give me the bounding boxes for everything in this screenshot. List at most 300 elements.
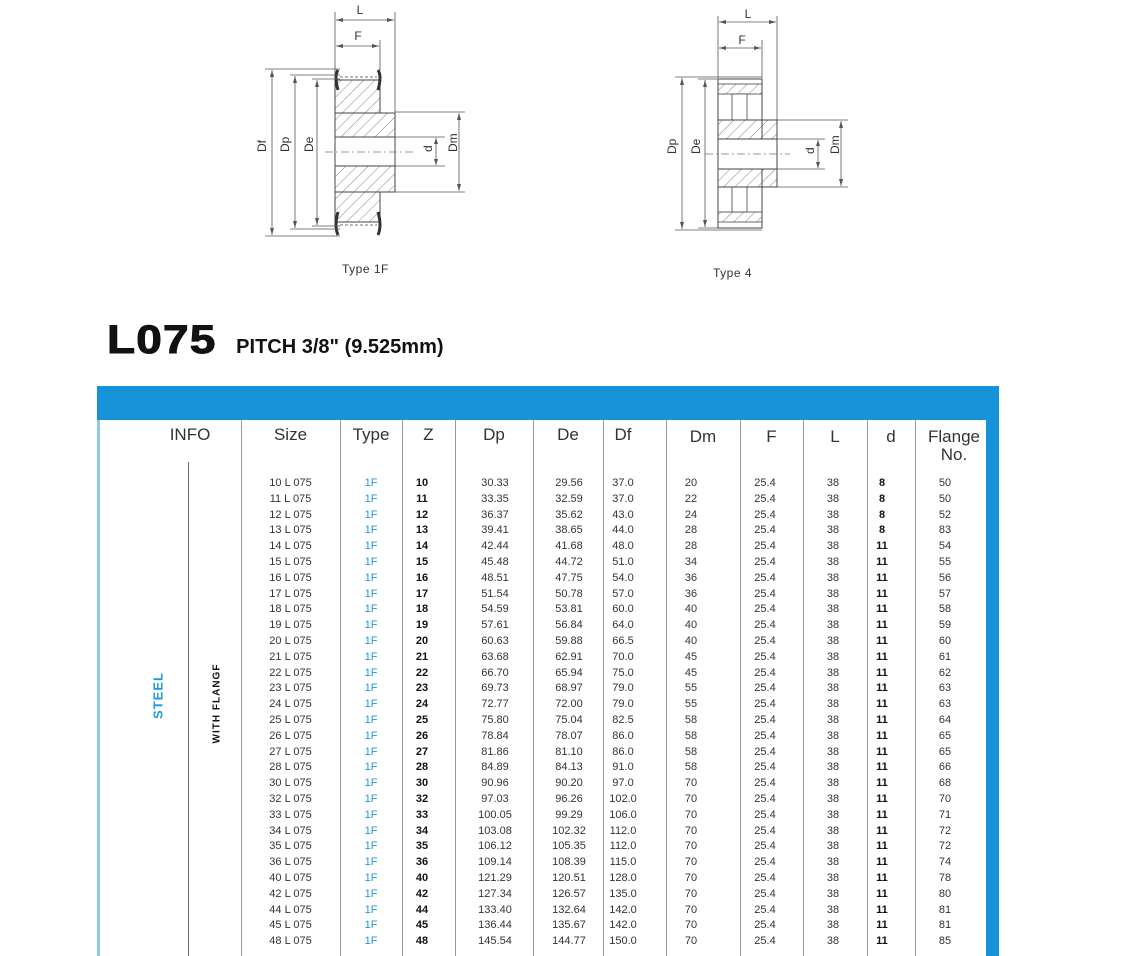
cell-d: 11: [876, 872, 888, 884]
table-row: [100, 634, 986, 650]
cell-l: 38: [826, 887, 840, 900]
cell-dp: 51.54: [481, 587, 509, 600]
cell-dp: 75.80: [481, 714, 509, 726]
svg-text:Df: Df: [255, 140, 269, 152]
cell-z: 34: [415, 824, 429, 837]
cell-d: 11: [876, 698, 888, 711]
cell-f: 25.4: [754, 808, 776, 821]
cell-flange-no: 72: [938, 840, 952, 853]
cell-dm: 70: [684, 840, 698, 853]
cell-dp: 72.77: [481, 698, 509, 711]
cell-flange-no: 74: [938, 856, 952, 869]
cell-size: 24 L 075: [269, 698, 312, 711]
cell-f: 25.4: [754, 635, 776, 647]
cell-dm: 70: [684, 824, 698, 837]
cell-l: 38: [826, 761, 840, 774]
cell-size: 28 L 075: [269, 761, 312, 774]
cell-f: 25.4: [754, 524, 776, 537]
cell-df: 115.0: [609, 856, 637, 869]
cell-f: 25.4: [754, 872, 776, 884]
cell-de: 102.32: [552, 824, 586, 837]
cell-df: 37.0: [612, 492, 634, 505]
pulley-type-1f-drawing: [240, 0, 470, 250]
table-row: [100, 855, 986, 871]
table-row: [100, 681, 986, 697]
cell-dp: 100.05: [478, 808, 512, 821]
cell-l: 38: [826, 682, 840, 695]
cell-dm: 58: [684, 761, 698, 774]
table-row: [100, 729, 986, 745]
cell-flange-no: 62: [938, 666, 952, 679]
table-row: [100, 713, 986, 729]
cell-f: 25.4: [754, 777, 776, 790]
cell-de: 38.65: [555, 524, 583, 537]
cell-type: 1F: [364, 903, 378, 916]
cell-l: 38: [826, 666, 840, 679]
svg-text:De: De: [689, 138, 703, 154]
cell-type: 1F: [364, 682, 378, 695]
svg-text:F: F: [738, 33, 746, 47]
cell-df: 112.0: [609, 824, 637, 837]
cell-l: 38: [826, 808, 840, 821]
cell-size: 32 L 075: [269, 793, 312, 805]
cell-type: 1F: [364, 856, 378, 869]
cell-dp: 48.51: [481, 571, 509, 584]
cell-z: 36: [415, 856, 429, 869]
cell-d: 11: [876, 571, 888, 584]
cell-l: 38: [826, 777, 840, 790]
cell-type: 1F: [364, 540, 378, 553]
cell-d: 11: [876, 777, 888, 790]
cell-de: 50.78: [555, 587, 583, 600]
cell-z: 45: [415, 919, 429, 932]
cell-dm: 70: [684, 777, 698, 790]
cell-flange-no: 83: [938, 524, 952, 537]
cell-d: 11: [876, 745, 888, 758]
cell-z: 28: [415, 761, 429, 774]
cell-size: 22 L 075: [269, 666, 312, 679]
cell-dp: 90.96: [481, 777, 509, 790]
cell-type: 1F: [364, 808, 378, 821]
cell-df: 44.0: [612, 524, 634, 537]
cell-d: 11: [876, 840, 888, 853]
svg-text:Dm: Dm: [828, 135, 842, 154]
table-row: [100, 523, 986, 539]
cell-df: 57.0: [612, 587, 634, 600]
cell-de: 132.64: [552, 903, 586, 916]
cell-size: 40 L 075: [269, 872, 312, 884]
cell-z: 11: [416, 492, 428, 505]
cell-type: 1F: [364, 571, 378, 584]
cell-f: 25.4: [754, 571, 776, 584]
cell-d: 11: [876, 619, 888, 632]
cell-df: 37.0: [612, 477, 634, 489]
header-size: Size: [273, 425, 308, 444]
cell-flange-no: 68: [938, 777, 952, 790]
table-row: [100, 650, 986, 666]
cell-size: 10 L 075: [269, 477, 312, 489]
svg-text:L: L: [744, 7, 752, 21]
cell-l: 38: [826, 698, 840, 711]
cell-df: 128.0: [609, 872, 637, 884]
pitch-label: PITCH 3/8" (9.525mm): [236, 336, 444, 358]
table-row: [100, 760, 986, 776]
cell-z: 44: [415, 903, 429, 916]
cell-l: 38: [826, 793, 840, 805]
cell-d: 11: [876, 887, 888, 900]
table-row: [100, 618, 986, 634]
svg-text:L: L: [356, 3, 364, 17]
cell-dm: 40: [684, 619, 698, 632]
cell-df: 142.0: [609, 903, 637, 916]
header-l: L: [830, 427, 840, 446]
cell-dm: 70: [684, 935, 698, 948]
cell-dp: 136.44: [478, 919, 512, 932]
cell-d: 11: [876, 635, 888, 647]
cell-f: 25.4: [754, 935, 776, 948]
cell-d: 11: [876, 793, 888, 805]
table-body: [100, 420, 986, 956]
variant-label: WITH FLANGF: [211, 663, 223, 744]
table-row: [100, 571, 986, 587]
pulley-type-4-drawing: [650, 0, 850, 250]
cell-size: 13 L 075: [269, 524, 312, 537]
cell-z: 17: [415, 587, 429, 600]
table-row: [100, 745, 986, 761]
cell-type: 1F: [364, 761, 378, 774]
cell-df: 150.0: [609, 935, 637, 948]
page-title: [107, 318, 444, 363]
cell-flange-no: 60: [938, 635, 952, 647]
cell-df: 43.0: [612, 508, 634, 521]
cell-size: 36 L 075: [269, 856, 312, 869]
cell-dp: 57.61: [481, 619, 509, 632]
cell-dp: 42.44: [481, 540, 509, 553]
cell-de: 41.68: [555, 540, 583, 553]
cell-df: 54.0: [612, 571, 634, 584]
cell-dm: 70: [684, 808, 698, 821]
cell-z: 24: [415, 698, 429, 711]
svg-text:Dm: Dm: [446, 133, 460, 152]
cell-l: 38: [826, 619, 840, 632]
cell-de: 62.91: [555, 650, 583, 663]
cell-l: 38: [826, 571, 840, 584]
cell-de: 90.20: [555, 777, 583, 790]
cell-f: 25.4: [754, 477, 776, 489]
cell-dm: 70: [684, 919, 698, 932]
cell-dp: 33.35: [481, 492, 509, 505]
cell-flange-no: 70: [938, 793, 952, 805]
cell-l: 38: [826, 856, 840, 869]
cell-de: 108.39: [552, 856, 586, 869]
cell-size: 12 L 075: [269, 508, 312, 521]
material-label: STEEL: [150, 672, 166, 719]
cell-size: 15 L 075: [269, 556, 312, 568]
svg-text:F: F: [354, 29, 362, 43]
cell-d: 11: [876, 556, 888, 568]
svg-text:Dp: Dp: [278, 136, 292, 152]
cell-size: 27 L 075: [269, 745, 312, 758]
cell-size: 23 L 075: [269, 682, 312, 695]
header-df: Df: [614, 425, 632, 444]
spec-table: [97, 386, 999, 956]
diagram-type-4: [650, 0, 850, 280]
cell-size: 21 L 075: [269, 650, 312, 663]
cell-dp: 69.73: [481, 682, 509, 695]
cell-l: 38: [826, 903, 840, 916]
cell-dm: 70: [684, 856, 698, 869]
cell-type: 1F: [364, 919, 378, 932]
cell-z: 23: [415, 682, 429, 695]
cell-z: 16: [415, 571, 429, 584]
cell-d: 11: [876, 682, 888, 695]
cell-flange-no: 56: [938, 571, 952, 584]
header-f: F: [766, 427, 777, 446]
cell-dm: 55: [684, 682, 698, 695]
cell-de: 99.29: [555, 808, 583, 821]
cell-d: 11: [876, 903, 888, 916]
cell-z: 15: [415, 556, 429, 568]
cell-dp: 109.14: [478, 856, 512, 869]
cell-df: 64.0: [612, 619, 634, 632]
cell-l: 38: [826, 540, 840, 553]
cell-de: 35.62: [555, 508, 583, 521]
table-row: [100, 839, 986, 855]
cell-flange-no: 50: [938, 492, 952, 505]
cell-df: 79.0: [612, 682, 634, 695]
cell-dp: 97.03: [481, 793, 509, 805]
cell-type: 1F: [364, 824, 378, 837]
header-type: Type: [352, 425, 390, 444]
cell-df: 70.0: [612, 650, 634, 663]
cell-size: 44 L 075: [269, 903, 312, 916]
cell-z: 30: [415, 777, 429, 790]
cell-size: 20 L 075: [269, 635, 312, 647]
table-row: [100, 903, 986, 919]
cell-d: 11: [876, 935, 888, 948]
cell-type: 1F: [364, 777, 378, 790]
cell-de: 144.77: [552, 935, 586, 948]
cell-f: 25.4: [754, 587, 776, 600]
cell-d: 11: [876, 761, 888, 774]
cell-de: 53.81: [555, 603, 583, 616]
cell-type: 1F: [364, 524, 378, 537]
cell-df: 106.0: [609, 808, 637, 821]
header-info: INFO: [169, 425, 211, 444]
cell-dm: 28: [684, 524, 698, 537]
cell-dp: 84.89: [481, 761, 509, 774]
cell-size: 17 L 075: [269, 587, 312, 600]
cell-flange-no: 81: [938, 903, 952, 916]
cell-flange-no: 63: [938, 682, 952, 695]
cell-dp: 127.34: [478, 887, 512, 900]
cell-z: 12: [415, 508, 429, 521]
cell-f: 25.4: [754, 856, 776, 869]
cell-de: 105.35: [552, 840, 586, 853]
cell-f: 25.4: [754, 508, 776, 521]
table-row: [100, 887, 986, 903]
cell-f: 25.4: [754, 729, 776, 742]
cell-l: 38: [826, 872, 840, 884]
cell-size: 42 L 075: [269, 887, 312, 900]
cell-flange-no: 64: [938, 714, 952, 726]
cell-f: 25.4: [754, 619, 776, 632]
cell-z: 19: [415, 619, 429, 632]
cell-dp: 103.08: [478, 824, 512, 837]
cell-l: 38: [826, 714, 840, 726]
cell-l: 38: [826, 729, 840, 742]
cell-de: 84.13: [555, 761, 583, 774]
cell-de: 59.88: [555, 635, 583, 647]
cell-d: 11: [876, 856, 888, 869]
svg-text:De: De: [302, 136, 316, 152]
cell-flange-no: 71: [938, 808, 952, 821]
cell-size: 25 L 075: [269, 714, 312, 726]
cell-size: 19 L 075: [269, 619, 312, 632]
cell-type: 1F: [364, 619, 378, 632]
cell-l: 38: [826, 603, 840, 616]
table-row: [100, 934, 986, 950]
cell-dp: 81.86: [481, 745, 509, 758]
cell-de: 32.59: [555, 492, 583, 505]
cell-df: 66.5: [612, 635, 634, 647]
cell-type: 1F: [364, 887, 378, 900]
cell-size: 34 L 075: [269, 824, 312, 837]
cell-f: 25.4: [754, 761, 776, 774]
header-z: Z: [423, 425, 434, 444]
cell-l: 38: [826, 919, 840, 932]
header-dp: Dp: [483, 425, 505, 444]
cell-dp: 36.37: [481, 508, 509, 521]
cell-type: 1F: [364, 729, 378, 742]
table-header-bar: [97, 386, 999, 420]
cell-l: 38: [826, 477, 840, 489]
cell-de: 75.04: [555, 714, 583, 726]
cell-dm: 24: [684, 508, 698, 521]
cell-l: 38: [826, 824, 840, 837]
table-row: [100, 508, 986, 524]
cell-d: 11: [876, 729, 888, 742]
cell-f: 25.4: [754, 840, 776, 853]
cell-df: 82.5: [612, 714, 634, 726]
cell-z: 20: [415, 635, 429, 647]
cell-dp: 78.84: [481, 729, 509, 742]
cell-d: 11: [876, 666, 888, 679]
cell-de: 135.67: [552, 919, 586, 932]
cell-type: 1F: [364, 587, 378, 600]
cell-flange-no: 57: [938, 587, 952, 600]
header-de: De: [557, 425, 579, 444]
cell-f: 25.4: [754, 903, 776, 916]
cell-de: 47.75: [555, 571, 583, 584]
cell-df: 79.0: [612, 698, 634, 711]
cell-l: 38: [826, 556, 840, 568]
cell-type: 1F: [364, 698, 378, 711]
cell-l: 38: [826, 745, 840, 758]
cell-dp: 60.63: [481, 635, 509, 647]
cell-d: 11: [876, 919, 888, 932]
cell-df: 75.0: [612, 666, 634, 679]
cell-d: 11: [876, 808, 888, 821]
cell-d: 11: [876, 824, 888, 837]
cell-f: 25.4: [754, 492, 776, 505]
table-row: [100, 587, 986, 603]
cell-dp: 145.54: [478, 935, 512, 948]
cell-size: 14 L 075: [269, 540, 312, 553]
table-row: [100, 824, 986, 840]
cell-dm: 58: [684, 745, 698, 758]
cell-de: 72.00: [555, 698, 583, 711]
cell-dp: 133.40: [478, 903, 512, 916]
table-row: [100, 918, 986, 934]
cell-size: 30 L 075: [269, 777, 312, 790]
cell-type: 1F: [364, 508, 378, 521]
cell-dm: 70: [684, 887, 698, 900]
cell-f: 25.4: [754, 745, 776, 758]
cell-flange-no: 52: [938, 508, 952, 521]
cell-l: 38: [826, 492, 840, 505]
cell-de: 44.72: [555, 556, 583, 568]
cell-type: 1F: [364, 935, 378, 948]
cell-z: 14: [415, 540, 429, 553]
cell-z: 26: [415, 729, 429, 742]
cell-dp: 54.59: [481, 603, 509, 616]
cell-dm: 40: [684, 603, 698, 616]
diagram-caption: Type 1F: [342, 262, 389, 276]
cell-dp: 45.48: [481, 556, 509, 568]
cell-type: 1F: [364, 477, 378, 489]
cell-d: 8: [878, 508, 886, 521]
cell-f: 25.4: [754, 603, 776, 616]
cell-flange-no: 54: [938, 540, 952, 553]
cell-f: 25.4: [754, 556, 776, 568]
cell-df: 91.0: [612, 761, 634, 774]
cell-dp: 106.12: [478, 840, 512, 853]
cell-dp: 63.68: [481, 650, 509, 663]
cell-z: 27: [415, 745, 429, 758]
cell-de: 81.10: [555, 745, 583, 758]
cell-d: 8: [878, 477, 886, 489]
cell-flange-no: 63: [938, 698, 952, 711]
cell-flange-no: 65: [938, 729, 952, 742]
cell-dp: 121.29: [478, 872, 512, 884]
cell-type: 1F: [364, 635, 378, 647]
cell-flange-no: 61: [938, 650, 952, 663]
cell-type: 1F: [364, 492, 378, 505]
cell-df: 48.0: [612, 540, 634, 553]
cell-type: 1F: [364, 840, 378, 853]
cell-f: 25.4: [754, 540, 776, 553]
header-dm: Dm: [689, 427, 717, 446]
cell-dm: 70: [684, 793, 698, 805]
cell-dm: 28: [684, 540, 698, 553]
header-d: d: [886, 427, 896, 446]
cell-dm: 36: [684, 587, 698, 600]
cell-f: 25.4: [754, 793, 776, 805]
cell-d: 11: [876, 603, 888, 616]
cell-size: 11 L 075: [269, 492, 312, 505]
cell-type: 1F: [364, 666, 378, 679]
cell-l: 38: [826, 524, 840, 537]
cell-f: 25.4: [754, 682, 776, 695]
svg-text:d: d: [803, 147, 817, 154]
cell-de: 126.57: [552, 887, 586, 900]
cell-f: 25.4: [754, 824, 776, 837]
cell-dm: 58: [684, 729, 698, 742]
table-row: [100, 871, 986, 887]
cell-de: 29.56: [555, 477, 583, 489]
cell-df: 142.0: [609, 919, 637, 932]
